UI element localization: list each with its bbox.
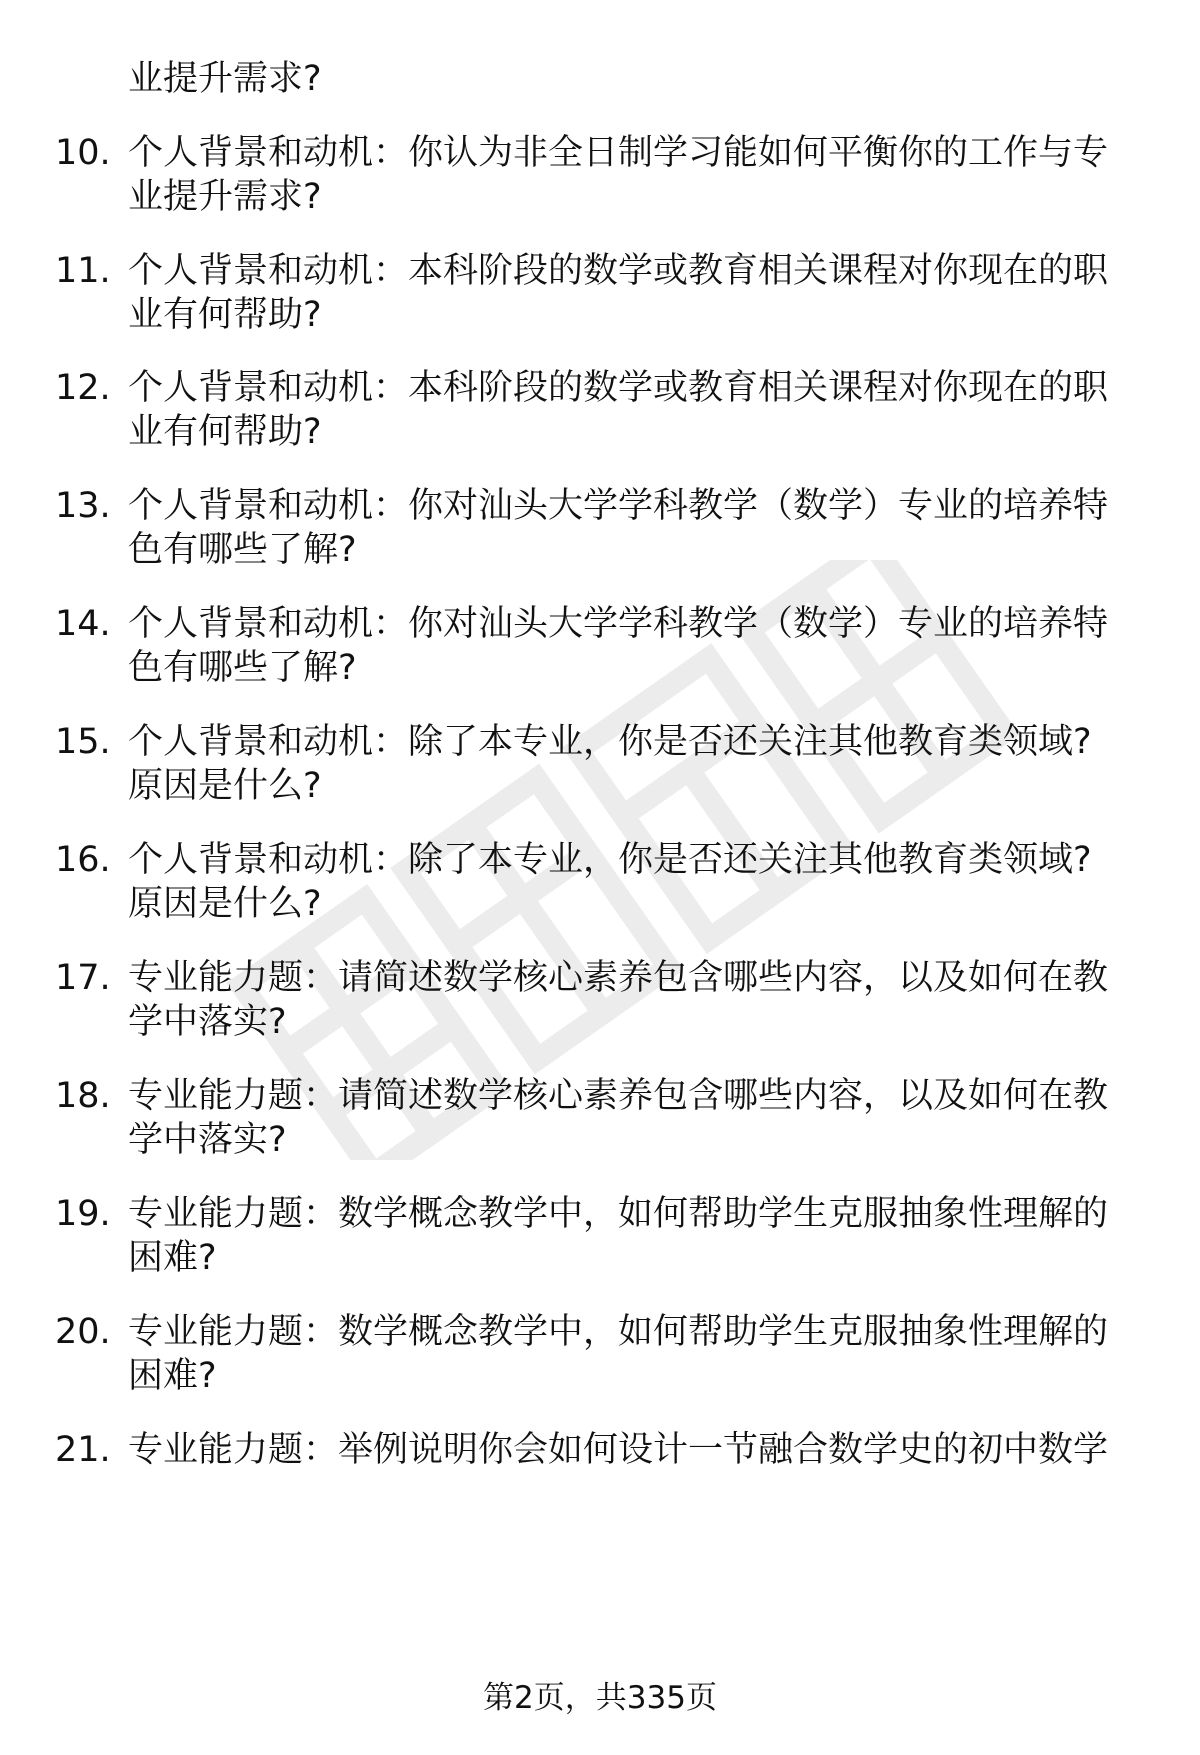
item-number: 15. xyxy=(55,722,111,762)
page-footer: 第2页，共335页 xyxy=(483,1680,717,1716)
item-line: 业提升需求? xyxy=(128,177,322,217)
item-line: 个人背景和动机：你对汕头大学学科教学（数学）专业的培养特 xyxy=(128,604,1109,644)
item-line: 个人背景和动机：除了本专业，你是否还关注其他教育类领域? xyxy=(128,840,1092,880)
item-number: 10. xyxy=(55,133,111,173)
item-line: 原因是什么? xyxy=(128,766,322,806)
item-line: 学中落实? xyxy=(128,1002,287,1042)
item-line: 困难? xyxy=(128,1238,217,1278)
item-line: 专业能力题：举例说明你会如何设计一节融合数学史的初中数学 xyxy=(128,1430,1109,1470)
item-line: 原因是什么? xyxy=(128,884,322,924)
item-line: 个人背景和动机：本科阶段的数学或教育相关课程对你现在的职 xyxy=(128,368,1109,408)
item-line: 个人背景和动机：除了本专业，你是否还关注其他教育类领域? xyxy=(128,722,1092,762)
item-number: 19. xyxy=(55,1194,111,1234)
item-line: 学中落实? xyxy=(128,1120,287,1160)
item-line: 专业能力题：请简述数学核心素养包含哪些内容，以及如何在教 xyxy=(128,1076,1109,1116)
item-number: 12. xyxy=(55,368,111,408)
item-line: 色有哪些了解? xyxy=(128,648,357,688)
item-line: 困难? xyxy=(128,1356,217,1396)
item-line: 专业能力题：数学概念教学中，如何帮助学生克服抽象性理解的 xyxy=(128,1194,1109,1234)
item-number: 20. xyxy=(55,1312,111,1352)
item-number: 13. xyxy=(55,486,111,526)
item-number: 18. xyxy=(55,1076,111,1116)
item-line: 个人背景和动机：你对汕头大学学科教学（数学）专业的培养特 xyxy=(128,486,1109,526)
item-line: 色有哪些了解? xyxy=(128,530,357,570)
item-number: 17. xyxy=(55,958,111,998)
item-number: 21. xyxy=(55,1430,111,1470)
item-line: 业提升需求? xyxy=(128,59,322,99)
item-number: 16. xyxy=(55,840,111,880)
item-line: 业有何帮助? xyxy=(128,412,322,452)
item-line: 个人背景和动机：本科阶段的数学或教育相关课程对你现在的职 xyxy=(128,251,1109,291)
item-line: 专业能力题：请简述数学核心素养包含哪些内容，以及如何在教 xyxy=(128,958,1109,998)
item-line: 个人背景和动机：你认为非全日制学习能如何平衡你的工作与专 xyxy=(128,133,1109,173)
item-line: 专业能力题：数学概念教学中，如何帮助学生克服抽象性理解的 xyxy=(128,1312,1109,1352)
item-line: 业有何帮助? xyxy=(128,295,322,335)
item-number: 14. xyxy=(55,604,111,644)
item-number: 11. xyxy=(55,251,111,291)
